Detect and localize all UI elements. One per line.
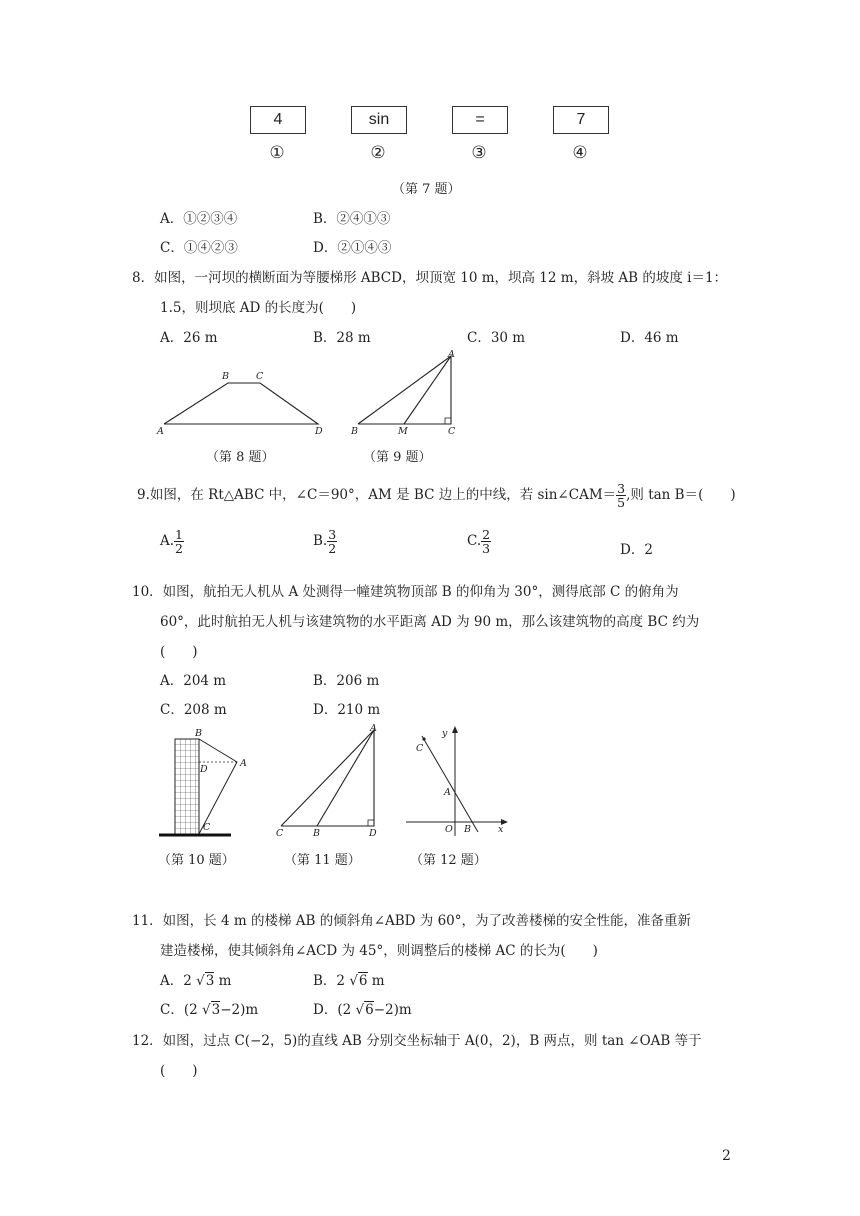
- q9-option-b: B. $\frac{3}{2}$: [313, 527, 337, 557]
- q10-stem-line1: 10．如图，航拍无人机从 A 处测得一幢建筑物顶部 B 的仰角为 30°，测得底部 C 的俯角为: [132, 584, 679, 600]
- q11-stem-line1: 11．如图，长 4 m 的楼梯 AB 的倾斜角∠ABD 为 60°，为了改善楼梯的安全性能，准备重新: [132, 913, 692, 929]
- q8-option-d: D．46 m: [620, 330, 679, 346]
- svg-text:O: O: [445, 824, 453, 835]
- q11-option-a: A．2 √3 m: [160, 973, 232, 989]
- q8-option-b: B．28 m: [313, 330, 371, 346]
- key-sin: sin: [351, 106, 407, 134]
- key-4: 4: [250, 106, 306, 134]
- svg-text:x: x: [498, 824, 504, 835]
- svg-text:C: C: [416, 743, 424, 754]
- q7-option-b: B．②④①③: [313, 211, 391, 227]
- svg-text:A: A: [448, 349, 455, 360]
- q11-option-b: B．2 √6 m: [313, 973, 385, 989]
- key-equals: =: [452, 106, 508, 134]
- svg-text:A: A: [444, 787, 451, 798]
- q12-stem-line1: 12．如图，过点 C(−2，5)的直线 AB 分别交坐标轴于 A(0，2)，B 两点，则 tan ∠OAB 等于: [132, 1033, 702, 1049]
- q10-option-d: D．210 m: [313, 702, 381, 718]
- q7-caption: （第 7 题）: [392, 182, 461, 197]
- q10-option-b: B．206 m: [313, 673, 380, 689]
- q11-option-d: D．(2 √6−2)m: [313, 1002, 412, 1018]
- q8-caption: （第 8 题）: [206, 450, 275, 465]
- svg-text:B: B: [195, 728, 202, 739]
- q10-stem-line3: ( ): [160, 644, 198, 660]
- q8-stem-line2: 1.5，则坝底 AD 的长度为( ): [160, 300, 357, 316]
- q12-stem-line2: ( ): [160, 1063, 198, 1079]
- svg-text:C: C: [448, 426, 456, 437]
- q7-option-d: D．②①④③: [313, 240, 392, 256]
- q9-option-c: C. $\frac{2}{3}$: [467, 527, 491, 557]
- q10-caption: （第 10 题）: [158, 853, 235, 868]
- q11-caption: （第 11 题）: [284, 853, 361, 868]
- q8-option-a: A．26 m: [160, 330, 218, 346]
- q9-option-a: A. $\frac{1}{2}$: [160, 527, 183, 557]
- q9-stem-pre: 9.如图，在 Rt△ABC 中，∠C＝90°，AM 是 BC 边上的中线，若 sin∠CAM＝: [137, 487, 617, 504]
- q11-option-c: C．(2 √3−2)m: [160, 1002, 259, 1018]
- svg-text:C: C: [256, 371, 264, 382]
- q9-stem-fraction: [616, 482, 626, 509]
- svg-text:C: C: [276, 828, 284, 839]
- svg-text:D: D: [369, 828, 377, 839]
- svg-text:C: C: [203, 822, 211, 833]
- q7-option-a: A．①②③④: [160, 211, 238, 227]
- q9-option-d: D．2: [620, 542, 653, 558]
- q10-option-a: A．204 m: [160, 673, 227, 689]
- q11-stem-line2: 建造楼梯，使其倾斜角∠ACD 为 45°，则调整后的楼梯 AC 的长为( ): [160, 943, 598, 959]
- svg-text:B: B: [222, 371, 229, 382]
- q9-caption: （第 9 题）: [363, 450, 432, 465]
- svg-text:A: A: [370, 723, 377, 734]
- key-number-1: ①: [269, 143, 285, 163]
- q9-frac-num: 3: [617, 481, 626, 496]
- page-number: 2: [722, 1148, 731, 1164]
- svg-text:B: B: [464, 824, 471, 835]
- q9-frac-den: 5: [617, 495, 626, 511]
- svg-text:A: A: [157, 426, 164, 437]
- q8-stem-line1: 8．如图，一河坝的横断面为等腰梯形 ABCD，坝顶宽 10 m，坝高 12 m，斜坡 AB 的坡度 i＝1：: [132, 270, 728, 286]
- q12-caption: （第 12 题）: [410, 853, 487, 868]
- svg-text:y: y: [442, 728, 448, 739]
- q9-triangle-figure: [346, 348, 466, 440]
- q12-axes-figure: [404, 722, 514, 840]
- svg-text:M: M: [398, 426, 408, 437]
- svg-text:D: D: [315, 426, 323, 437]
- q11-triangle-figure: [272, 722, 387, 840]
- q8-option-c: C．30 m: [467, 330, 526, 346]
- key-number-3: ③: [471, 143, 487, 163]
- svg-text:B: B: [351, 426, 358, 437]
- key-7: 7: [553, 106, 609, 134]
- svg-text:D: D: [200, 764, 208, 775]
- q7-option-c: C．①④②③: [160, 240, 238, 256]
- q8-trapezoid-figure: [150, 362, 340, 442]
- svg-text:B: B: [313, 828, 320, 839]
- svg-text:A: A: [240, 758, 247, 769]
- key-number-2: ②: [370, 143, 386, 163]
- q10-stem-line2: 60°，此时航拍无人机与该建筑物的水平距离 AD 为 90 m，那么该建筑物的高度 BC 约为: [160, 614, 700, 630]
- q10-building-figure: [155, 726, 260, 842]
- q9-stem: [137, 482, 736, 509]
- q10-option-c: C．208 m: [160, 702, 227, 718]
- q9-stem-post: ,则 tan B＝( ): [626, 487, 736, 504]
- key-number-4: ④: [572, 143, 588, 163]
